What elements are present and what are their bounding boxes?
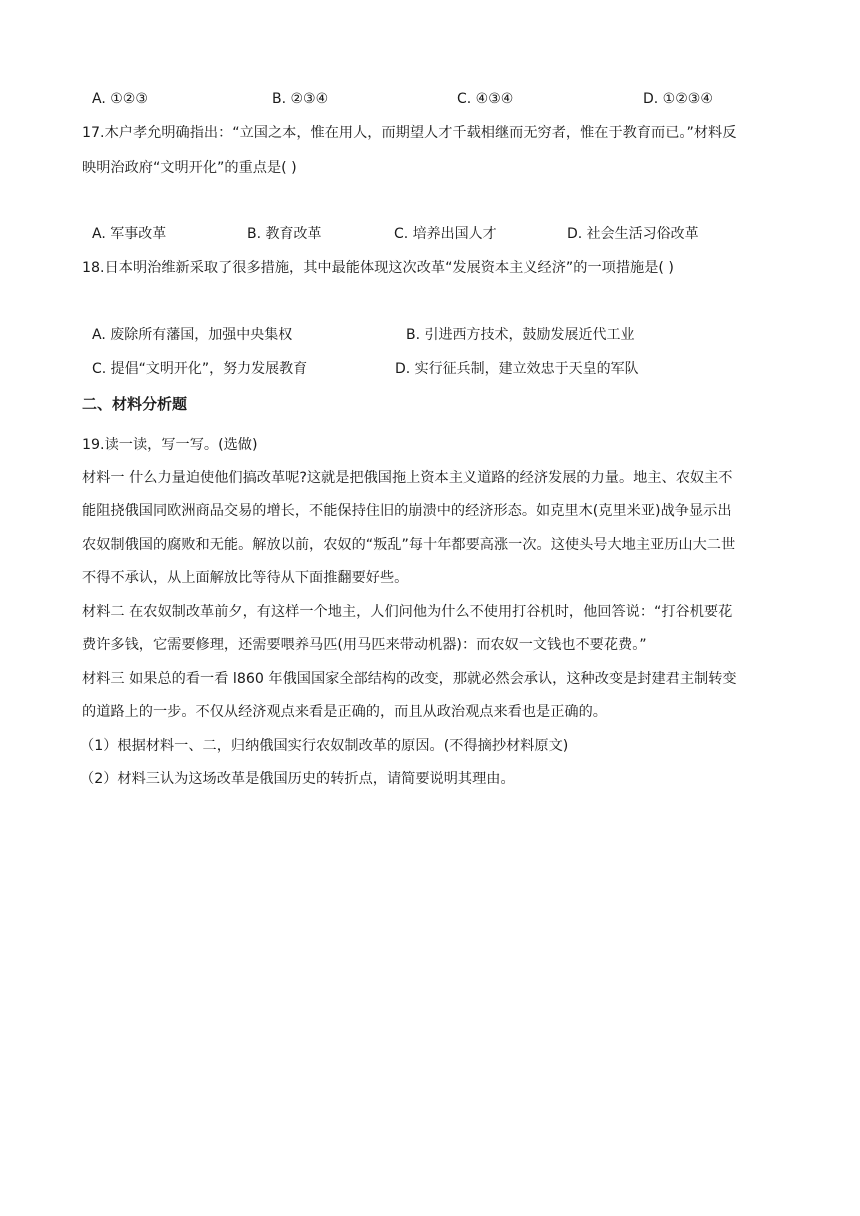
q17-option-d[interactable]: D. 社会生活习俗改革	[567, 226, 699, 242]
q19-material3-line1: 材料三 如果总的看一看 l860 年俄国国家全部结构的改变，那就必然会承认，这种改变是封建君主制转变	[82, 671, 737, 687]
q19-material1-line4: 不得不承认，从上面解放比等待从下面推翻要好些。	[82, 570, 409, 586]
q17-option-b[interactable]: B. 教育改革	[247, 226, 322, 242]
q16-option-d[interactable]: D. ①②③④	[643, 91, 713, 107]
q18-option-d[interactable]: D. 实行征兵制，建立效忠于天皇的军队	[395, 361, 639, 377]
q16-option-c[interactable]: C. ④③④	[457, 91, 514, 107]
q19-material1-line3: 农奴制俄国的腐败和无能。解放以前，农奴的“叛乱”每十年都要高涨一次。这使头号大地主亚历山大二世	[82, 537, 736, 553]
q17-option-c[interactable]: C. 培养出国人才	[394, 226, 497, 242]
q16-option-b[interactable]: B. ②③④	[272, 91, 329, 107]
q17-stem-line2: 映明治政府“文明开化”的重点是( )	[82, 160, 297, 176]
q17-stem-line1: 17.木户孝允明确指出：“立国之本，惟在用人，而期望人才千载相继而无穷者，惟在于教育而已。”材料反	[82, 125, 737, 141]
q18-option-a[interactable]: A. 废除所有藩国，加强中央集权	[92, 327, 293, 343]
q19-material2-line1: 材料二 在农奴制改革前夕，有这样一个地主，人们问他为什么不使用打谷机时，他回答说：“打谷机要花	[82, 604, 733, 620]
q18-option-b[interactable]: B. 引进西方技术，鼓励发展近代工业	[406, 327, 635, 343]
q18-option-c[interactable]: C. 提倡“文明开化”，努力发展教育	[92, 361, 308, 377]
q19-subquestion-2: （2）材料三认为这场改革是俄国历史的转折点，请简要说明其理由。	[80, 771, 515, 787]
q19-material2-line2: 费许多钱，它需要修理，还需要喂养马匹(用马匹来带动机器)：而农奴一文钱也不要花费。”	[82, 637, 647, 653]
q19-material1-line2: 能阻挠俄国同欧洲商品交易的增长，不能保持住旧的崩溃中的经济形态。如克里木(克里米亚)战争显示出	[82, 503, 732, 519]
q19-material3-line2: 的道路上的一步。不仅从经济观点来看是正确的，而且从政治观点来看也是正确的。	[82, 704, 607, 720]
q19-material1-line1: 材料一 什么力量迫使他们搞改革呢?这就是把俄国拖上资本主义道路的经济发展的力量。地主、农奴主不	[82, 470, 733, 486]
section-2-title: 二、材料分析题	[82, 395, 188, 413]
q19-intro: 19.读一读，写一写。(选做)	[82, 437, 258, 453]
q17-option-a[interactable]: A. 军事改革	[92, 226, 167, 242]
q19-subquestion-1: （1）根据材料一、二，归纳俄国实行农奴制改革的原因。(不得摘抄材料原文)	[80, 738, 569, 754]
q16-option-a[interactable]: A. ①②③	[92, 91, 148, 107]
q18-stem-line1: 18.日本明治维新采取了很多措施，其中最能体现这次改革“发展资本主义经济”的一项措施是( )	[82, 260, 674, 276]
